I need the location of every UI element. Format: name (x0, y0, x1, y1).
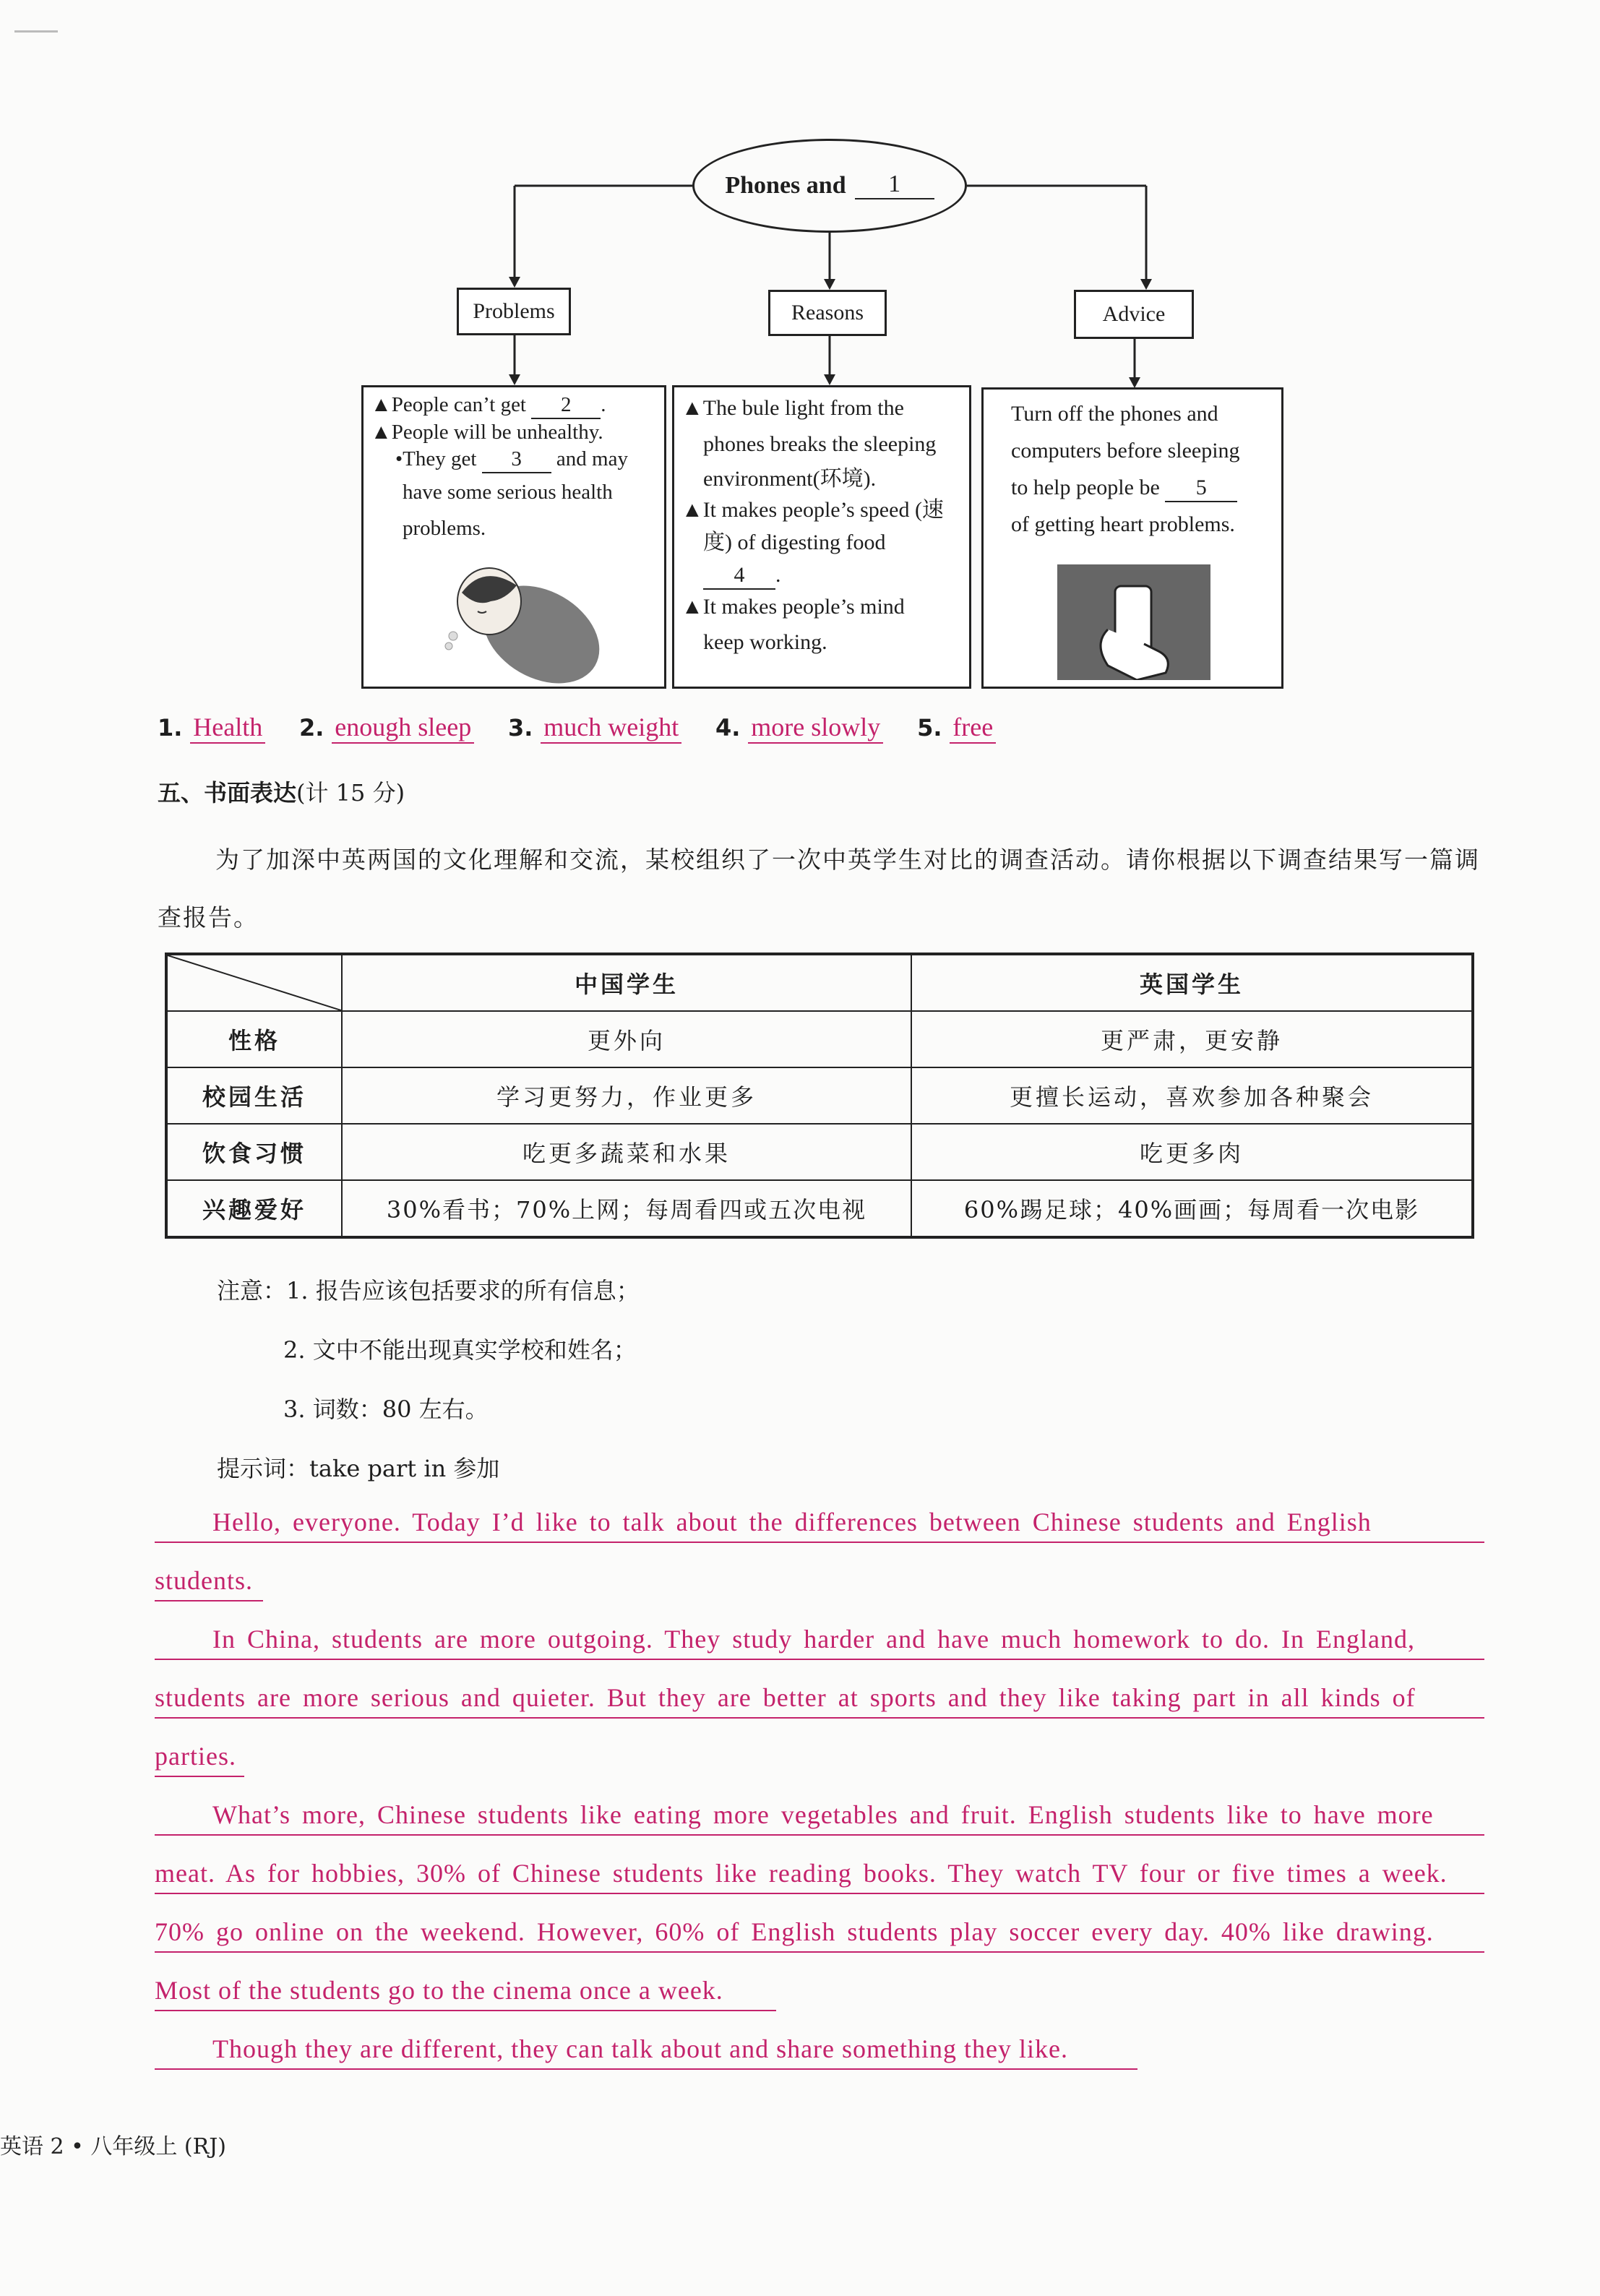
blank-3: 3 (482, 446, 551, 473)
reasons-line1: ▲The bule light from the (681, 396, 904, 420)
advice-line3: to help people be (1011, 476, 1160, 499)
section-score: (计 15 分) (296, 779, 405, 807)
table-row (166, 1067, 1473, 1124)
problems-line1: ▲People can’t get (371, 393, 526, 416)
row-label: 饮食习惯 (166, 1124, 342, 1180)
table-row (166, 1124, 1473, 1180)
branch-advice: Advice (1074, 290, 1194, 339)
essay-line: Though they are different, they can talk about and share something they like. (155, 2019, 1137, 2070)
page-footer: 英语 2 • 八年级上 (RJ) (0, 2134, 226, 2159)
answer-num: 2. (299, 714, 324, 741)
cell-china: 30%看书；70%上网；每周看四或五次电视 (342, 1180, 911, 1237)
cell-england: 更擅长运动，喜欢参加各种聚会 (911, 1067, 1473, 1124)
task-intro: 为了加深中英两国的文化理解和交流，某校组织了一次中英学生对比的调查活动。请你根据以下调查结果写一篇调查报告。 (158, 846, 1480, 932)
problems-box (361, 385, 666, 689)
answer-num: 4. (715, 714, 741, 741)
cell-england: 更严肃，更安静 (911, 1011, 1473, 1067)
sleeping-person-illustration (433, 556, 606, 687)
mindmap-title-text: Phones and (725, 172, 846, 199)
reasons-box (672, 385, 971, 689)
notes (217, 1261, 640, 1498)
answer-3: much weight (541, 712, 681, 744)
answer-1: Health (190, 712, 265, 744)
reasons-line7: ▲It makes people’s mind (681, 595, 905, 619)
problems-line5: problems. (403, 517, 486, 540)
problems-line2: ▲People will be unhealthy. (371, 421, 603, 444)
problems-line3-end: and may (556, 447, 628, 470)
note-3: 3. 词数：80 左右。 (283, 1396, 489, 1423)
table-row (166, 1180, 1473, 1237)
diagonal-line (168, 955, 341, 1010)
section-title (158, 775, 405, 808)
problems-line1-end: . (601, 393, 606, 416)
note-2: 2. 文中不能出现真实学校和姓名； (283, 1336, 637, 1364)
reasons-line6-end: . (775, 563, 781, 587)
survey-table (165, 953, 1474, 1239)
cell-china: 学习更努力，作业更多 (342, 1067, 911, 1124)
advice-line1: Turn off the phones and (1011, 402, 1218, 426)
mindmap-title (692, 139, 967, 233)
branch-problems: Problems (457, 288, 571, 335)
advice-box (981, 387, 1283, 689)
essay-line: meat. As for hobbies, 30% of Chinese students like reading books. They watch TV four or five times a week. (155, 1844, 1484, 1894)
blank-1: 1 (855, 172, 934, 199)
essay-line: 70% go online on the weekend. However, 60% of English students play soccer every day. 40% like drawing. (155, 1902, 1484, 1953)
reasons-line5: 度) of digesting food (703, 530, 886, 554)
row-label: 兴趣爱好 (166, 1180, 342, 1237)
table-corner-cell (166, 954, 342, 1011)
blank-2: 2 (531, 392, 601, 419)
answer-5: free (950, 712, 996, 744)
branch-reasons: Reasons (768, 290, 887, 336)
table-row (166, 1011, 1473, 1067)
essay-line: students are more serious and quieter. But they are better at sports and they like taking part in all kinds of (155, 1668, 1484, 1719)
note-1: 注意：1. 报告应该包括要求的所有信息； (217, 1277, 640, 1304)
reasons-line8: keep working. (703, 630, 827, 654)
row-label: 校园生活 (166, 1067, 342, 1124)
hint-words: 提示词：take part in 参加 (217, 1455, 500, 1482)
blank-4: 4 (703, 562, 775, 590)
column-header-china: 中国学生 (342, 954, 911, 1011)
cell-china: 吃更多蔬菜和水果 (342, 1124, 911, 1180)
essay-line: Most of the students go to the cinema once a week. (155, 1961, 776, 2011)
reasons-line3: environment(环境). (703, 467, 877, 491)
section-title-text: 五、书面表达 (158, 779, 297, 807)
reasons-line4: ▲It makes people’s speed (速 (681, 498, 944, 522)
problems-line3: •They get (395, 447, 477, 470)
advice-line4: of getting heart problems. (1011, 512, 1235, 536)
phone-in-hand-illustration (1057, 564, 1210, 680)
answer-num: 5. (917, 714, 942, 741)
column-header-england: 英国学生 (911, 954, 1473, 1011)
answer-key (158, 712, 1022, 744)
answer-4: more slowly (748, 712, 883, 744)
answer-num: 3. (508, 714, 533, 741)
advice-line2: computers before sleeping (1011, 439, 1240, 463)
essay-line: In China, students are more outgoing. They study harder and have much homework to do. In England, (155, 1609, 1484, 1660)
essay-line: students. (155, 1551, 263, 1601)
cell-england: 60%踢足球；40%画画；每周看一次电影 (911, 1180, 1473, 1237)
problems-line4: have some serious health (403, 481, 613, 504)
essay-line: What’s more, Chinese students like eating more vegetables and fruit. English students like to have more (155, 1785, 1484, 1836)
essay-line: parties. (155, 1727, 244, 1777)
cell-china: 更外向 (342, 1011, 911, 1067)
blank-5: 5 (1165, 475, 1237, 502)
answer-num: 1. (158, 714, 183, 741)
answer-2: enough sleep (332, 712, 474, 744)
reasons-line2: phones breaks the sleeping (703, 432, 937, 456)
table-header-row (166, 954, 1473, 1011)
cell-england: 吃更多肉 (911, 1124, 1473, 1180)
essay-line: Hello, everyone. Today I’d like to talk about the differences between Chinese students and English (155, 1492, 1484, 1543)
row-label: 性格 (166, 1011, 342, 1067)
